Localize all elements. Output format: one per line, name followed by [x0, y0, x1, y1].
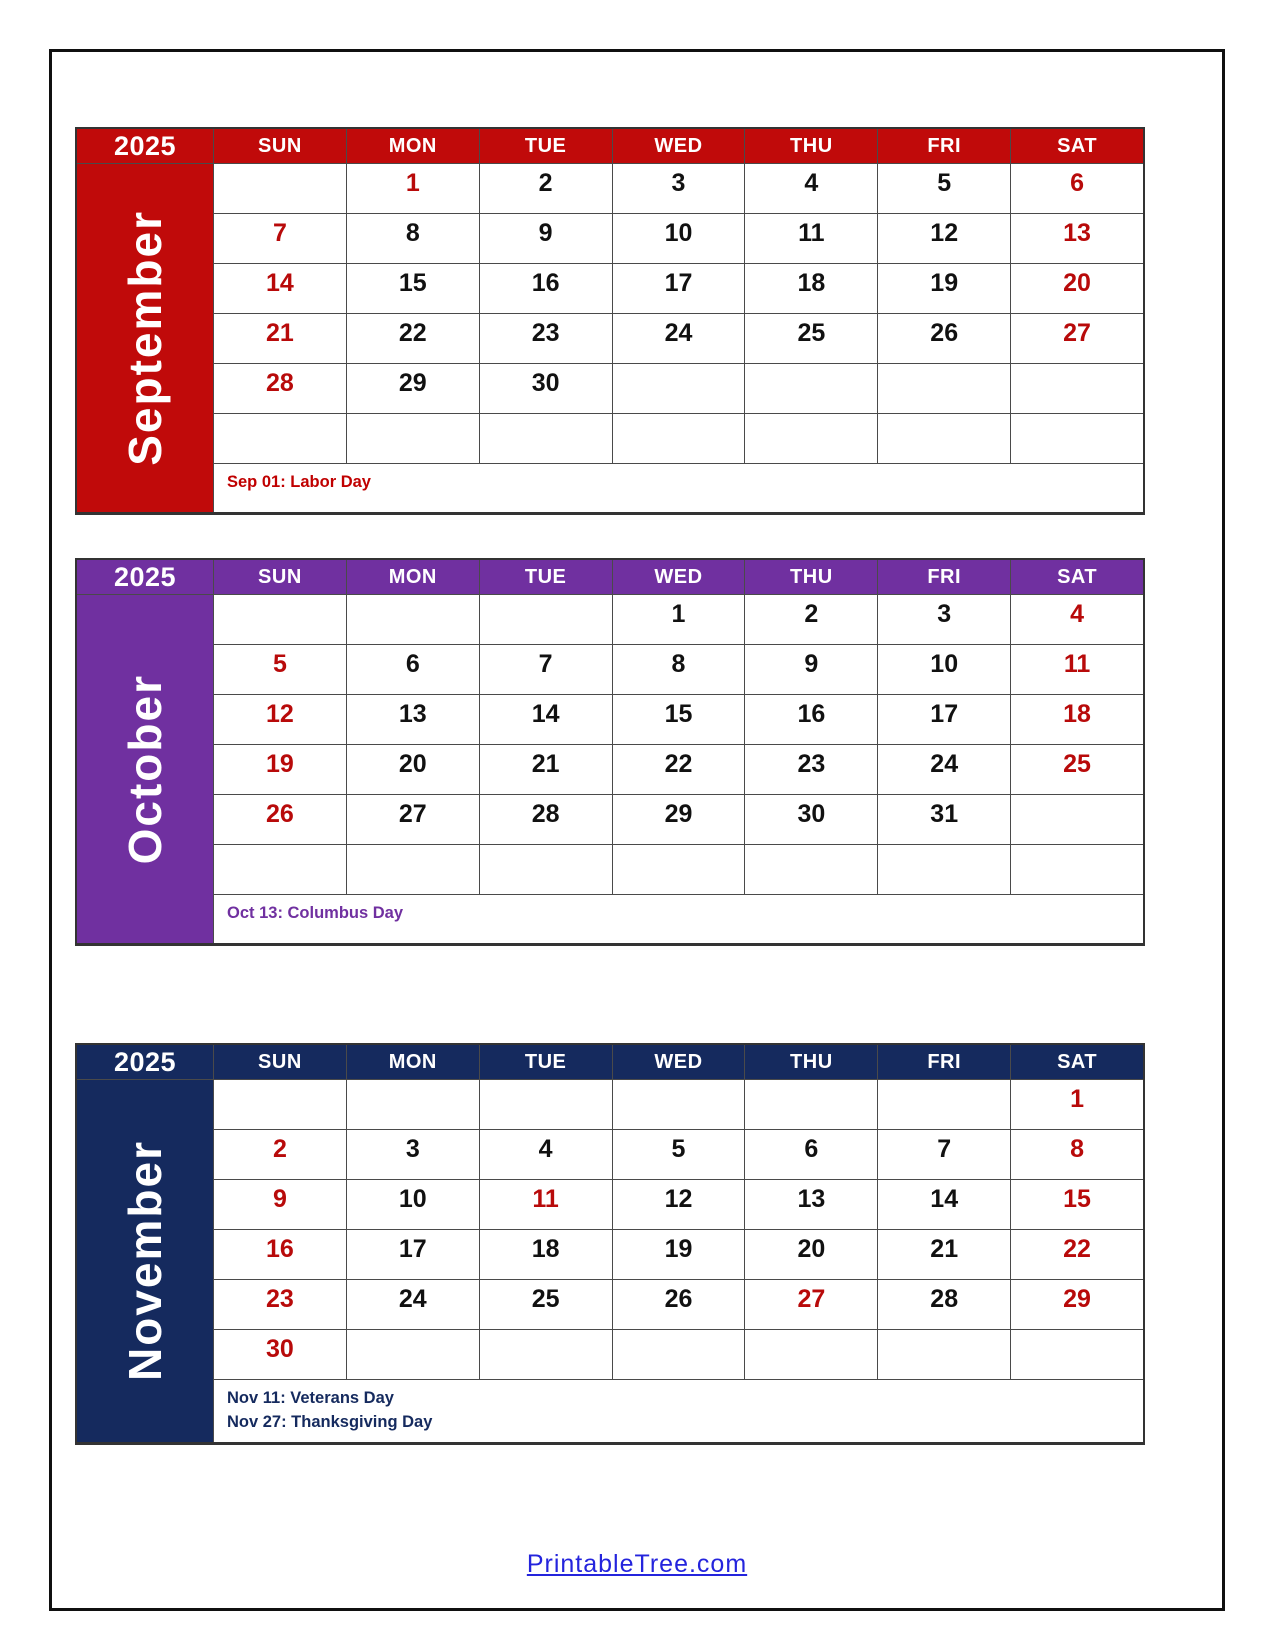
date-cell-november-29: 29 — [1011, 1280, 1143, 1329]
year-label: 2025 — [77, 560, 213, 594]
date-cell-november-28: 28 — [878, 1280, 1010, 1329]
date-cell-empty — [613, 1330, 745, 1379]
date-cell-empty — [613, 364, 745, 413]
date-cell-november-7: 7 — [878, 1130, 1010, 1179]
date-cell-october-1: 1 — [613, 595, 745, 644]
day-header-fri: FRI — [878, 1045, 1010, 1079]
day-header-tue: TUE — [480, 560, 612, 594]
holiday-note: Nov 11: Veterans Day — [227, 1389, 394, 1407]
date-cell-empty — [214, 414, 346, 463]
date-cell-october-24: 24 — [878, 745, 1010, 794]
date-cell-september-25: 25 — [745, 314, 877, 363]
date-cell-september-15: 15 — [347, 264, 479, 313]
date-cell-october-8: 8 — [613, 645, 745, 694]
date-cell-october-17: 17 — [878, 695, 1010, 744]
date-cell-november-23: 23 — [214, 1280, 346, 1329]
date-cell-september-19: 19 — [878, 264, 1010, 313]
date-cell-empty — [745, 364, 877, 413]
footer — [52, 1550, 1222, 1579]
date-cell-empty — [347, 845, 479, 894]
date-cell-november-21: 21 — [878, 1230, 1010, 1279]
day-header-fri: FRI — [878, 129, 1010, 163]
date-cell-november-17: 17 — [347, 1230, 479, 1279]
date-cell-october-16: 16 — [745, 695, 877, 744]
date-cell-october-6: 6 — [347, 645, 479, 694]
date-cell-empty — [745, 414, 877, 463]
date-cell-november-27: 27 — [745, 1280, 877, 1329]
day-header-fri: FRI — [878, 560, 1010, 594]
month-block-october — [75, 558, 1145, 946]
date-cell-empty — [878, 845, 1010, 894]
date-cell-september-1: 1 — [347, 164, 479, 213]
date-cell-empty — [214, 595, 346, 644]
date-cell-empty — [1011, 414, 1143, 463]
date-cell-october-30: 30 — [745, 795, 877, 844]
date-cell-november-20: 20 — [745, 1230, 877, 1279]
date-cell-september-23: 23 — [480, 314, 612, 363]
date-cell-october-5: 5 — [214, 645, 346, 694]
date-cell-november-25: 25 — [480, 1280, 612, 1329]
day-header-mon: MON — [347, 560, 479, 594]
day-header-sat: SAT — [1011, 560, 1143, 594]
date-cell-empty — [347, 595, 479, 644]
date-cell-november-13: 13 — [745, 1180, 877, 1229]
year-label: 2025 — [77, 1045, 213, 1079]
date-cell-november-6: 6 — [745, 1130, 877, 1179]
holiday-note: Sep 01: Labor Day — [227, 473, 371, 491]
date-cell-empty — [480, 595, 612, 644]
date-cell-september-28: 28 — [214, 364, 346, 413]
date-cell-empty — [347, 1330, 479, 1379]
date-cell-november-19: 19 — [613, 1230, 745, 1279]
date-cell-september-7: 7 — [214, 214, 346, 263]
footer-link[interactable]: PrintableTree.com — [526, 1550, 748, 1578]
date-cell-october-19: 19 — [214, 745, 346, 794]
month-name-bar — [77, 164, 213, 512]
date-cell-october-15: 15 — [613, 695, 745, 744]
month-name-bar — [77, 1080, 213, 1442]
day-header-thu: THU — [745, 1045, 877, 1079]
date-cell-october-3: 3 — [878, 595, 1010, 644]
date-cell-september-24: 24 — [613, 314, 745, 363]
holiday-note: Oct 13: Columbus Day — [227, 904, 404, 922]
date-cell-november-15: 15 — [1011, 1180, 1143, 1229]
page-border-frame — [49, 49, 1225, 1611]
date-cell-september-30: 30 — [480, 364, 612, 413]
date-cell-empty — [347, 1080, 479, 1129]
date-cell-september-5: 5 — [878, 164, 1010, 213]
date-cell-october-23: 23 — [745, 745, 877, 794]
date-cell-november-12: 12 — [613, 1180, 745, 1229]
date-cell-empty — [214, 845, 346, 894]
date-cell-november-24: 24 — [347, 1280, 479, 1329]
holiday-note: Nov 27: Thanksgiving Day — [227, 1412, 433, 1431]
month-name-label: September — [119, 210, 171, 466]
date-cell-empty — [878, 364, 1010, 413]
date-cell-empty — [745, 1330, 877, 1379]
date-cell-empty — [745, 1080, 877, 1129]
date-cell-empty — [480, 1080, 612, 1129]
date-cell-november-14: 14 — [878, 1180, 1010, 1229]
date-cell-october-20: 20 — [347, 745, 479, 794]
date-cell-november-9: 9 — [214, 1180, 346, 1229]
date-cell-empty — [878, 1330, 1010, 1379]
date-cell-october-2: 2 — [745, 595, 877, 644]
date-cell-november-4: 4 — [480, 1130, 612, 1179]
date-cell-october-21: 21 — [480, 745, 612, 794]
date-cell-empty — [347, 414, 479, 463]
date-cell-september-18: 18 — [745, 264, 877, 313]
date-cell-september-29: 29 — [347, 364, 479, 413]
date-cell-october-22: 22 — [613, 745, 745, 794]
date-cell-empty — [214, 164, 346, 213]
date-cell-october-26: 26 — [214, 795, 346, 844]
date-cell-october-7: 7 — [480, 645, 612, 694]
day-header-wed: WED — [613, 560, 745, 594]
date-cell-empty — [613, 845, 745, 894]
date-cell-september-9: 9 — [480, 214, 612, 263]
date-cell-november-10: 10 — [347, 1180, 479, 1229]
date-cell-empty — [1011, 364, 1143, 413]
date-cell-september-13: 13 — [1011, 214, 1143, 263]
month-block-november — [75, 1043, 1145, 1445]
date-cell-october-9: 9 — [745, 645, 877, 694]
date-cell-september-4: 4 — [745, 164, 877, 213]
month-name-label: November — [119, 1140, 171, 1382]
date-cell-september-10: 10 — [613, 214, 745, 263]
day-header-thu: THU — [745, 129, 877, 163]
date-cell-empty — [214, 1080, 346, 1129]
date-cell-november-22: 22 — [1011, 1230, 1143, 1279]
holiday-notes — [214, 1380, 1143, 1442]
day-header-mon: MON — [347, 129, 479, 163]
date-cell-september-21: 21 — [214, 314, 346, 363]
day-header-wed: WED — [613, 1045, 745, 1079]
date-cell-empty — [745, 845, 877, 894]
date-cell-september-3: 3 — [613, 164, 745, 213]
date-cell-september-27: 27 — [1011, 314, 1143, 363]
holiday-notes — [214, 895, 1143, 943]
day-header-sun: SUN — [214, 560, 346, 594]
date-cell-september-20: 20 — [1011, 264, 1143, 313]
date-cell-september-17: 17 — [613, 264, 745, 313]
date-cell-october-18: 18 — [1011, 695, 1143, 744]
year-label: 2025 — [77, 129, 213, 163]
date-cell-november-16: 16 — [214, 1230, 346, 1279]
date-cell-november-8: 8 — [1011, 1130, 1143, 1179]
month-name-bar — [77, 595, 213, 943]
day-header-mon: MON — [347, 1045, 479, 1079]
date-cell-november-1: 1 — [1011, 1080, 1143, 1129]
date-cell-november-3: 3 — [347, 1130, 479, 1179]
day-header-sat: SAT — [1011, 1045, 1143, 1079]
day-header-sun: SUN — [214, 129, 346, 163]
day-header-tue: TUE — [480, 1045, 612, 1079]
date-cell-october-12: 12 — [214, 695, 346, 744]
date-cell-september-22: 22 — [347, 314, 479, 363]
date-cell-empty — [1011, 1330, 1143, 1379]
day-header-sun: SUN — [214, 1045, 346, 1079]
date-cell-empty — [613, 1080, 745, 1129]
date-cell-october-29: 29 — [613, 795, 745, 844]
day-header-sat: SAT — [1011, 129, 1143, 163]
date-cell-september-11: 11 — [745, 214, 877, 263]
date-cell-september-2: 2 — [480, 164, 612, 213]
date-cell-november-2: 2 — [214, 1130, 346, 1179]
date-cell-november-11: 11 — [480, 1180, 612, 1229]
date-cell-october-14: 14 — [480, 695, 612, 744]
date-cell-september-14: 14 — [214, 264, 346, 313]
date-cell-empty — [480, 414, 612, 463]
date-cell-september-8: 8 — [347, 214, 479, 263]
date-cell-october-25: 25 — [1011, 745, 1143, 794]
date-cell-september-16: 16 — [480, 264, 612, 313]
date-cell-empty — [1011, 795, 1143, 844]
day-header-tue: TUE — [480, 129, 612, 163]
date-cell-september-26: 26 — [878, 314, 1010, 363]
date-cell-empty — [878, 414, 1010, 463]
date-cell-empty — [878, 1080, 1010, 1129]
date-cell-empty — [613, 414, 745, 463]
date-cell-september-6: 6 — [1011, 164, 1143, 213]
date-cell-october-11: 11 — [1011, 645, 1143, 694]
month-block-september — [75, 127, 1145, 515]
day-header-wed: WED — [613, 129, 745, 163]
date-cell-october-31: 31 — [878, 795, 1010, 844]
date-cell-november-5: 5 — [613, 1130, 745, 1179]
date-cell-october-4: 4 — [1011, 595, 1143, 644]
date-cell-empty — [480, 845, 612, 894]
date-cell-october-13: 13 — [347, 695, 479, 744]
date-cell-november-30: 30 — [214, 1330, 346, 1379]
month-name-label: October — [119, 673, 171, 865]
date-cell-october-28: 28 — [480, 795, 612, 844]
date-cell-empty — [480, 1330, 612, 1379]
date-cell-october-10: 10 — [878, 645, 1010, 694]
date-cell-empty — [1011, 845, 1143, 894]
date-cell-september-12: 12 — [878, 214, 1010, 263]
day-header-thu: THU — [745, 560, 877, 594]
holiday-notes — [214, 464, 1143, 512]
date-cell-november-26: 26 — [613, 1280, 745, 1329]
date-cell-october-27: 27 — [347, 795, 479, 844]
date-cell-november-18: 18 — [480, 1230, 612, 1279]
